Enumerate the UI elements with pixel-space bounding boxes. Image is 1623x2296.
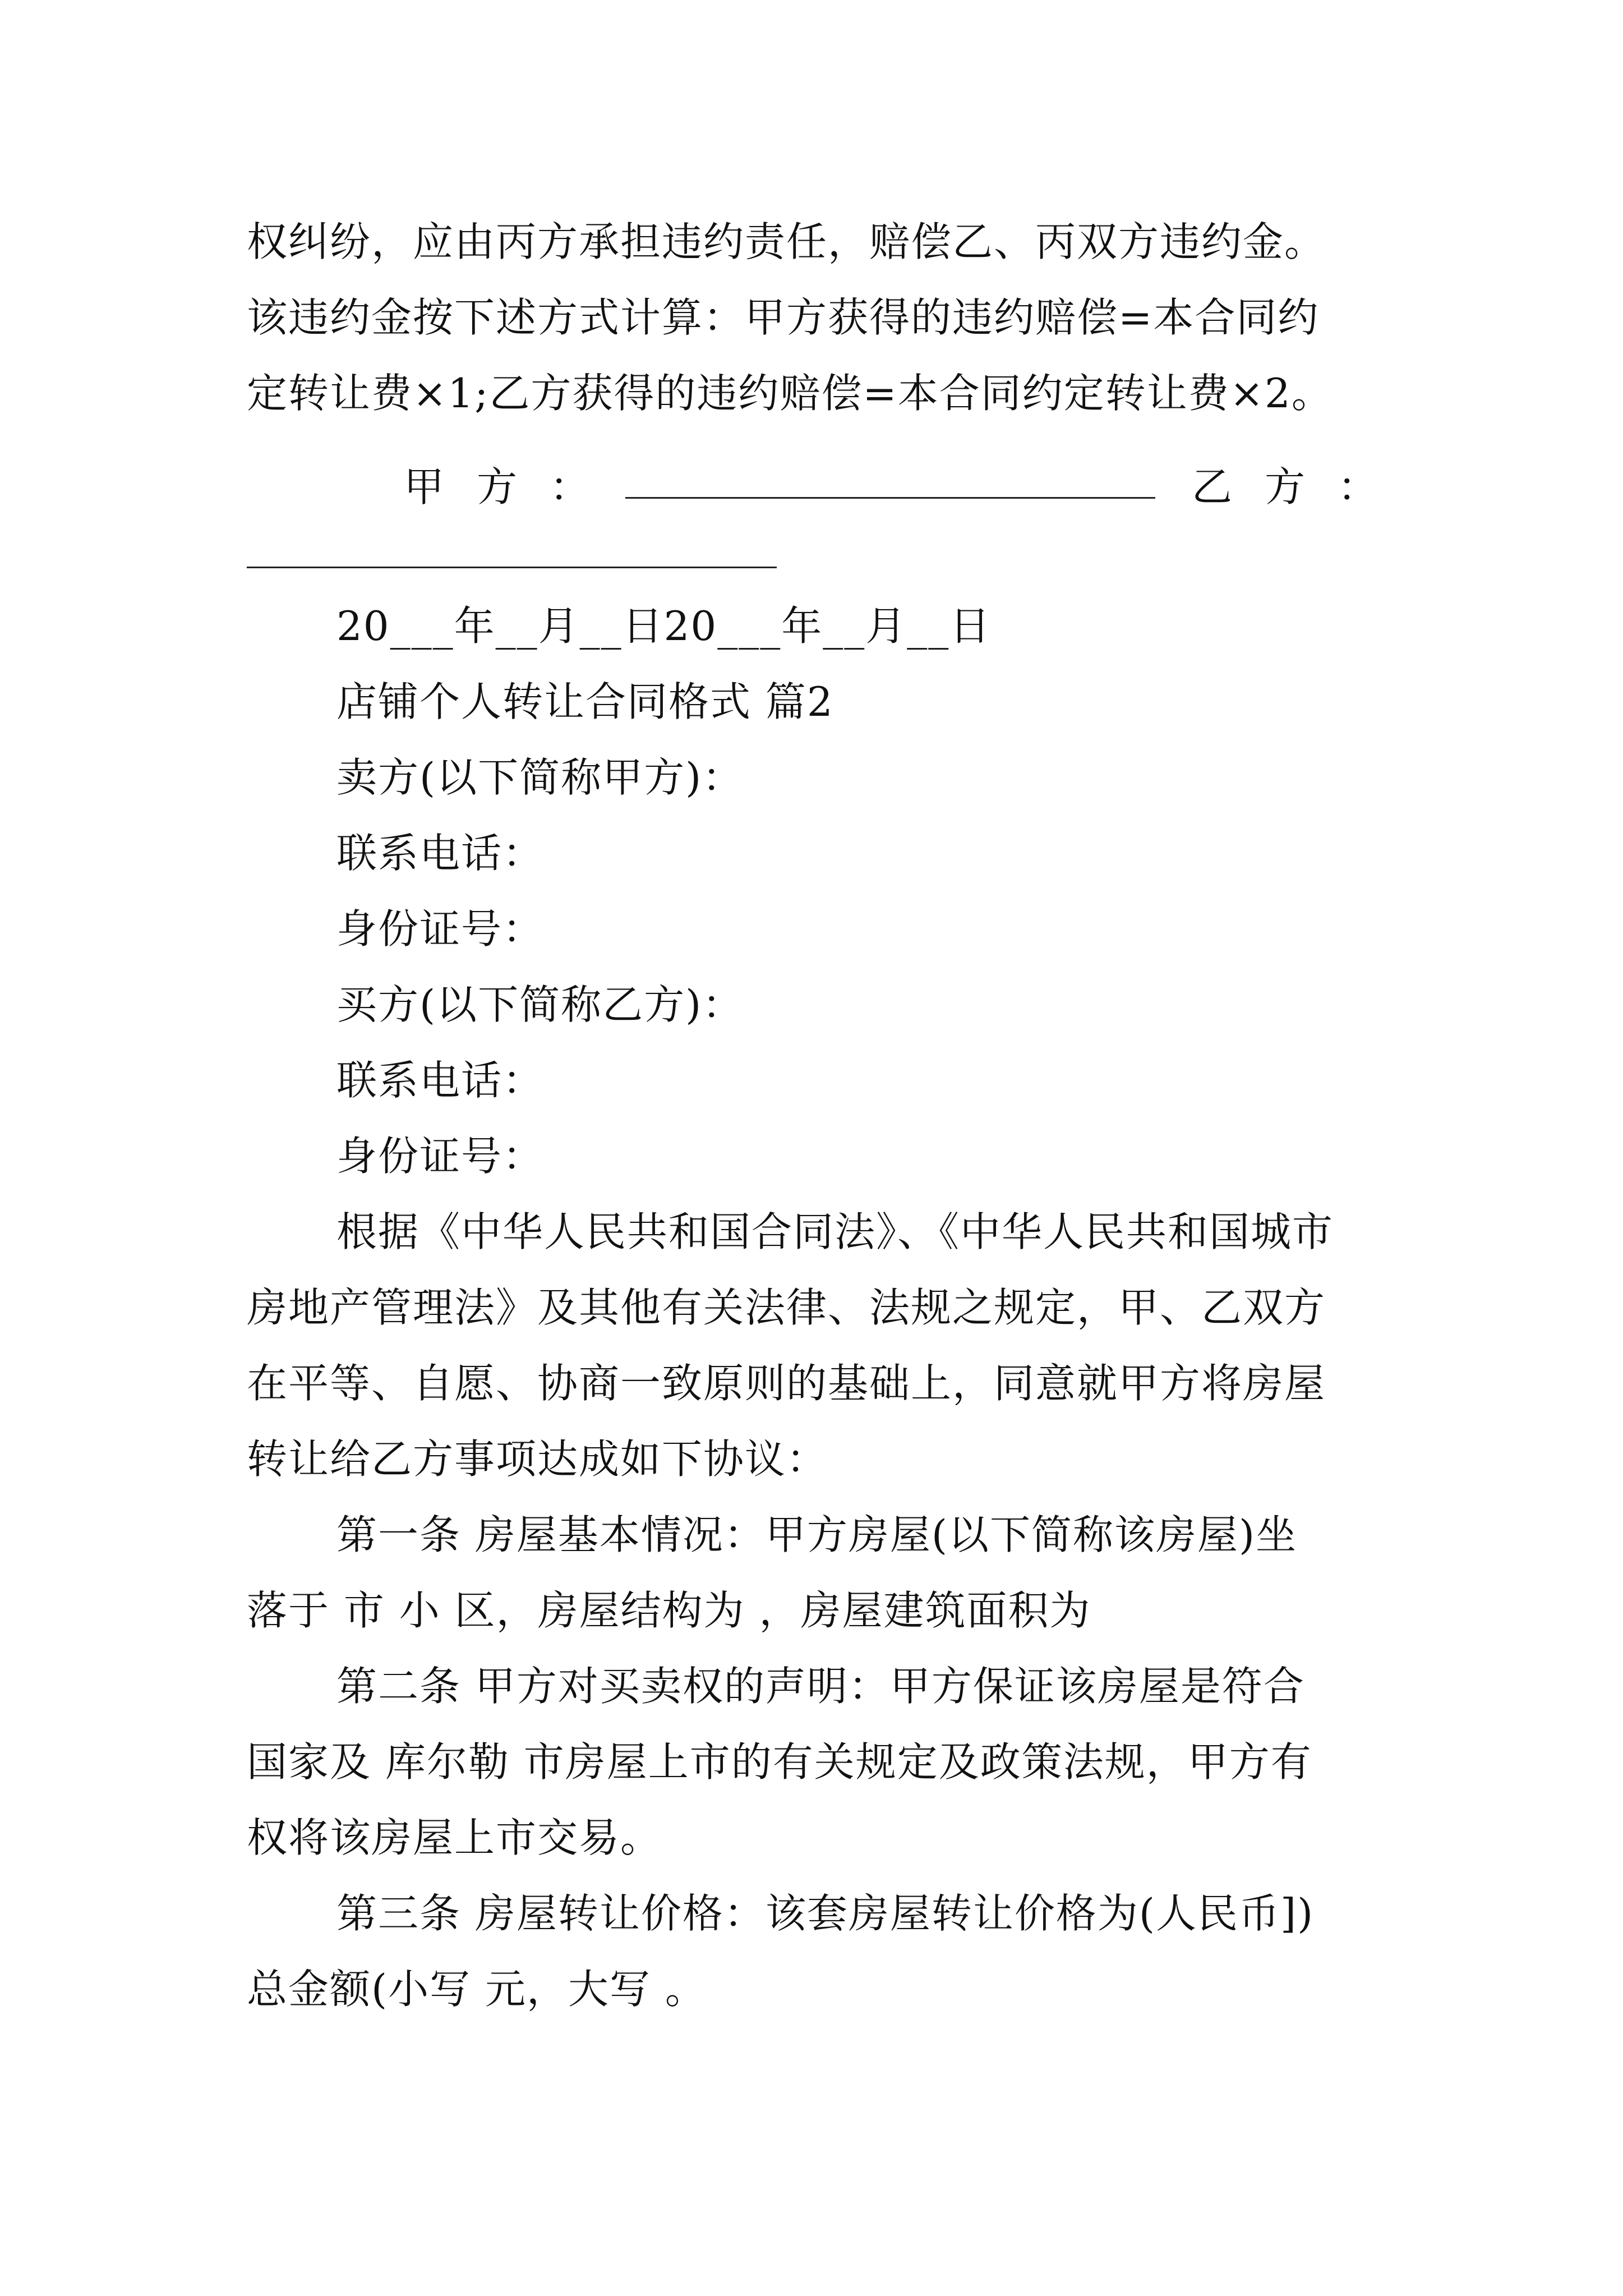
preamble-line-4: 转让给乙方事项达成如下协议： <box>247 1435 828 1483</box>
signature-date-line: 20___年__月__日20___年__月__日 <box>336 602 992 650</box>
article-1-line-1: 第一条 房屋基本情况：甲方房屋(以下简称该房屋)坐 <box>336 1511 1298 1558</box>
seller-id-label: 身份证号： <box>336 905 545 953</box>
article-2-line-2: 国家及 库尔勒 市房屋上市的有关规定及政策法规，甲方有 <box>247 1738 1312 1786</box>
article-3-line-2: 总金额(小写 元，大写 。 <box>247 1966 707 2013</box>
section-title: 店铺个人转让合同格式 篇2 <box>336 678 834 725</box>
prev-clause-line-3: 定转让费×1;乙方获得的违约赔偿=本合同约定转让费×2。 <box>247 370 1333 417</box>
buyer-phone-label: 联系电话： <box>336 1057 545 1104</box>
buyer-label: 买方(以下简称乙方)： <box>336 981 744 1028</box>
seller-phone-label: 联系电话： <box>336 830 545 877</box>
article-1-line-2: 落于 市 小 区，房屋结构为 ，房屋建筑面积为 <box>247 1587 1091 1634</box>
preamble-line-2: 房地产管理法》及其他有关法律、法规之规定，甲、乙双方 <box>247 1284 1326 1331</box>
article-2-line-1: 第二条 甲方对买卖权的声明：甲方保证该房屋是符合 <box>336 1663 1305 1710</box>
preamble-line-3: 在平等、自愿、协商一致原则的基础上，同意就甲方将房屋 <box>247 1360 1326 1407</box>
party-b-signature-label: 乙方： <box>1192 463 1411 510</box>
buyer-id-label: 身份证号： <box>336 1133 545 1180</box>
party-b-signature-blank <box>247 567 777 568</box>
party-a-signature-label: 甲方： <box>404 463 623 510</box>
signature-row <box>0 454 1623 510</box>
party-a-signature-blank <box>625 497 1155 499</box>
article-2-line-3: 权将该房屋上市交易。 <box>247 1814 662 1861</box>
preamble-line-1: 根据《中华人民共和国合同法》、《中华人民共和国城市 <box>336 1208 1334 1255</box>
prev-clause-line-1: 权纠纷，应由丙方承担违约责任，赔偿乙、丙双方违约金。 <box>247 218 1326 265</box>
article-3-line-1: 第三条 房屋转让价格：该套房屋转让价格为(人民币]) <box>336 1890 1315 1937</box>
seller-label: 卖方(以下简称甲方)： <box>336 754 744 801</box>
prev-clause-line-2: 该违约金按下述方式计算：甲方获得的违约赔偿=本合同约 <box>247 294 1320 341</box>
